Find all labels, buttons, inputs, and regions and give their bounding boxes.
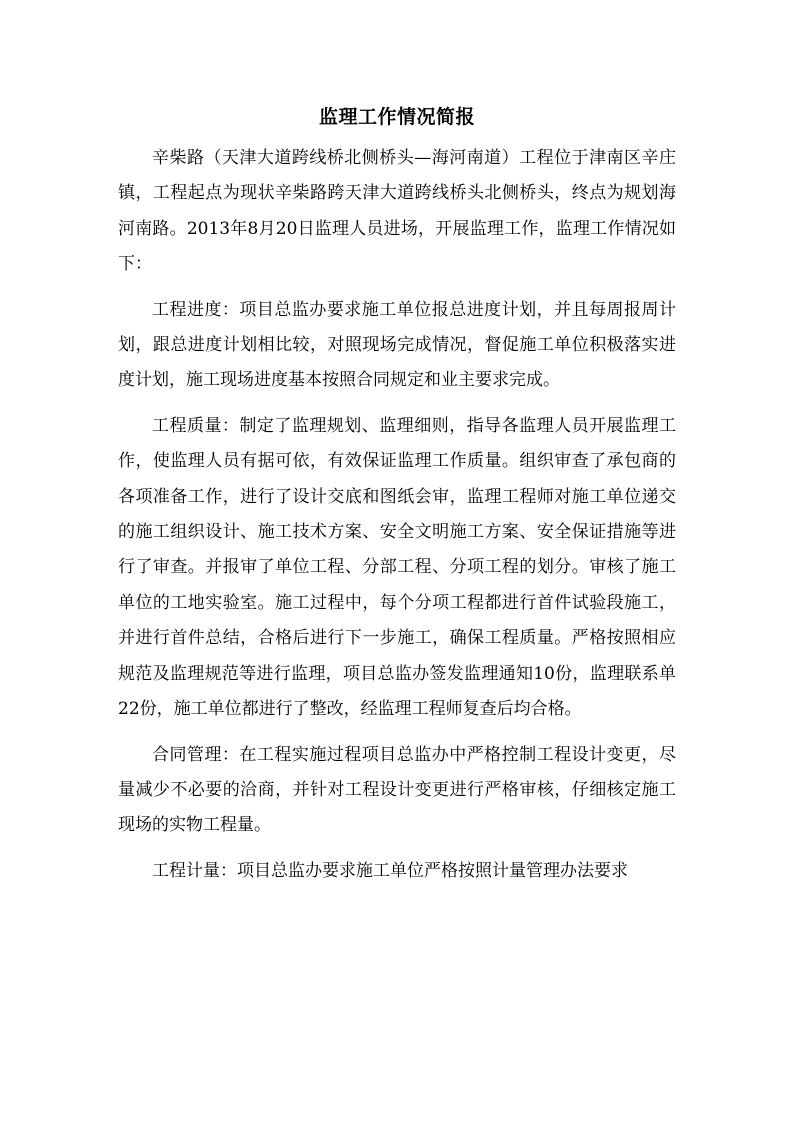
paragraph-quality: 工程质量：制定了监理规划、监理细则，指导各监理人员开展监理工作，使监理人员有据可依，有效保证监理工作质量。组织审查了承包商的各项准备工作，进行了设计交底和图纸会审，监理工程师对施工单位递交的施工组织设计、施工技术方案、安全文明施工方案、安全保证措施等进行了审查。并报审了单位工程、分部工程、分项工程的划分。审核了施工单位的工地实验室。施工过程中，每个分项工程都进行首件试验段施工，并进行首件总结，合格后进行下一步施工，确保工程质量。严格按照相应规范及监理规范等进行监理，项目总监办签发监理通知10份，监理联系单22份，施工单位都进行了整改，经监理工程师复查后均合格。 xyxy=(118,415,676,720)
document-title: 监理工作情况简报 xyxy=(318,106,475,128)
paragraph-progress: 工程进度：项目总监办要求施工单位报总进度计划，并且每周报周计划，跟总进度计划相比较，对照现场完成情况，督促施工单位积极落实进度计划，施工现场进度基本按照合同规定和业主要求完成。 xyxy=(118,299,676,391)
paragraph-measurement: 工程计量：项目总监办要求施工单位严格按照计量管理办法要求 xyxy=(152,860,628,881)
document-body xyxy=(118,141,676,889)
paragraph-intro: 辛柴路（天津大道跨线桥北侧桥头—海河南道）工程位于津南区辛庄镇，工程起点为现状辛柴路跨天津大道跨线桥头北侧桥头，终点为规划海河南路。2013年8月20日监理人员进场，开展监理工作，监理工作情况如下： xyxy=(118,148,676,275)
paragraph-contract: 合同管理：在工程实施过程项目总监办中严格控制工程设计变更，尽量减少不必要的洽商，并针对工程设计变更进行严格审核，仔细核定施工现场的实物工程量。 xyxy=(118,744,676,836)
